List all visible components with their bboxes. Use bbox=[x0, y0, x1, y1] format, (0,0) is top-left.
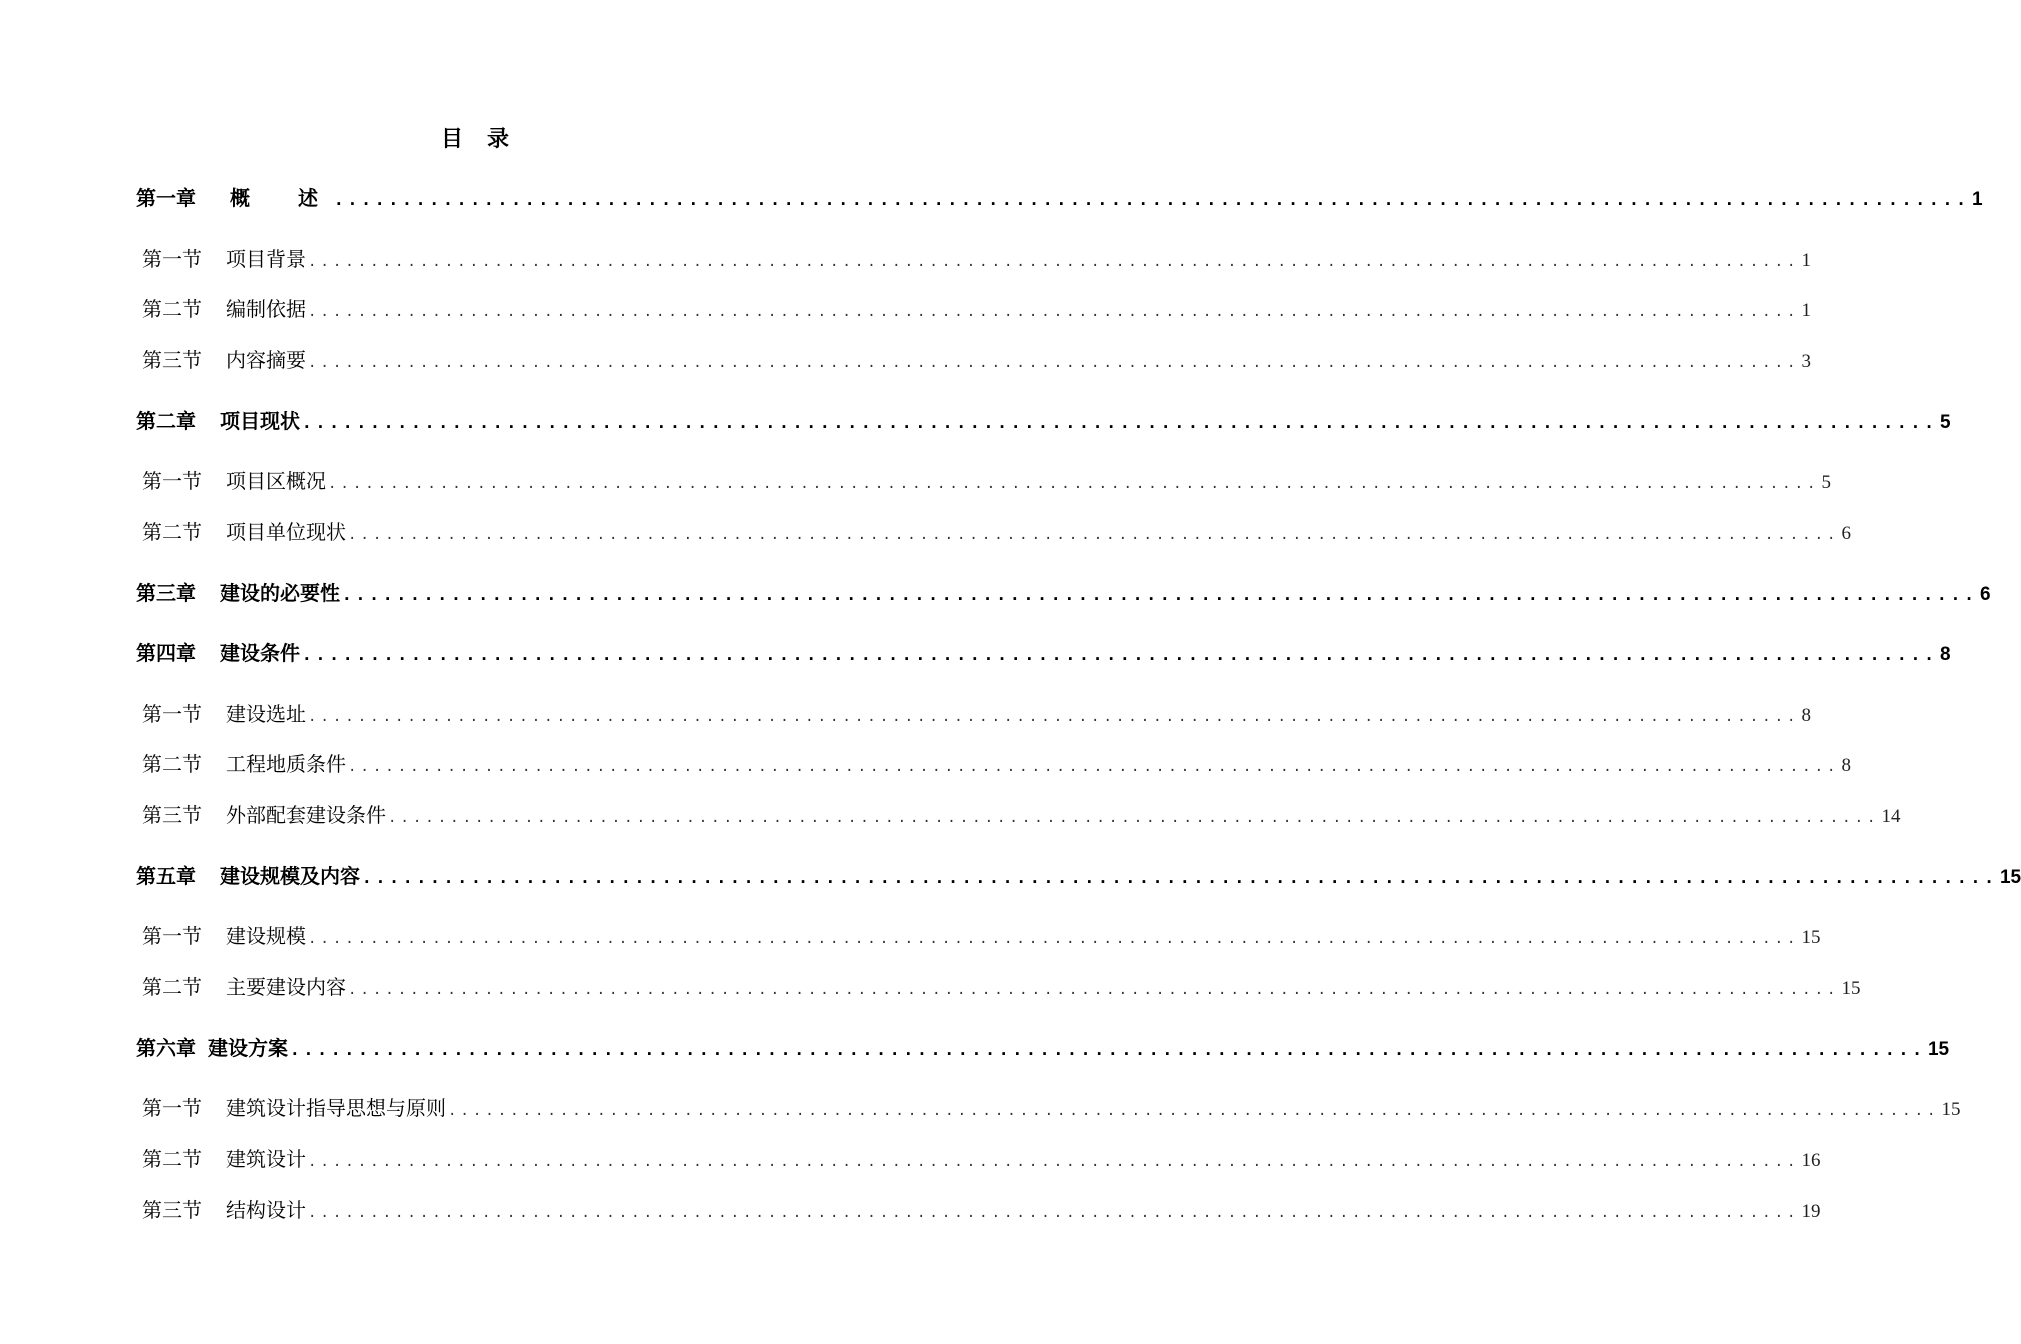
toc-entry-label bbox=[142, 749, 346, 779]
toc-entry-title: 工程地质条件 bbox=[226, 752, 346, 776]
toc-entry-label bbox=[142, 1093, 446, 1123]
toc-entry-number: 第三章 bbox=[136, 581, 196, 605]
toc-section-entry[interactable] bbox=[142, 345, 1811, 375]
toc-section-entry[interactable] bbox=[142, 466, 1831, 496]
toc-entry-label bbox=[136, 861, 360, 891]
toc-chapter-entry[interactable] bbox=[136, 406, 1951, 436]
toc-entry-number: 第一节 bbox=[142, 1096, 202, 1120]
toc-page-number: 3 bbox=[1801, 351, 1811, 372]
toc-page-number: 15 bbox=[1841, 978, 1861, 999]
toc-page-number: 6 bbox=[1979, 584, 1991, 605]
toc-section-entry[interactable] bbox=[142, 749, 1851, 779]
toc-page-number: 15 bbox=[1927, 1039, 1950, 1060]
toc-dot-leader: ........................................................................................................................ bbox=[308, 355, 1800, 371]
toc-dot-leader: ........................................................................................................................ bbox=[308, 254, 1800, 270]
toc-dot-leader: ........................................................................................................................ bbox=[308, 1205, 1800, 1221]
toc-entry-number: 第一节 bbox=[142, 247, 202, 271]
toc-entry-title: 建设的必要性 bbox=[220, 581, 340, 605]
toc-entry-label bbox=[142, 466, 326, 496]
toc-section-entry[interactable] bbox=[142, 800, 1901, 830]
toc-chapter-entry[interactable] bbox=[136, 578, 1991, 608]
toc-entry-title: 结构设计 bbox=[226, 1198, 306, 1222]
toc-entry-label bbox=[142, 800, 386, 830]
toc-entry-title: 项目现状 bbox=[220, 409, 300, 433]
toc-entry-number: 第二节 bbox=[142, 520, 202, 544]
toc-page-number: 1 bbox=[1801, 300, 1811, 321]
toc-entry-number: 第三节 bbox=[142, 348, 202, 372]
toc-entry-label bbox=[136, 183, 332, 213]
toc-dot-leader: ........................................................................................................................ bbox=[388, 810, 1880, 826]
toc-dot-leader: ........................................................................................................................ bbox=[308, 709, 1800, 725]
toc-entry-number: 第三节 bbox=[142, 1198, 202, 1222]
toc-dot-leader: ........................................................................................................................ bbox=[334, 190, 1970, 209]
toc-dot-leader: ........................................................................................................................ bbox=[308, 1154, 1800, 1170]
toc-page-number: 8 bbox=[1841, 755, 1851, 776]
toc-entry-label bbox=[142, 699, 306, 729]
toc-dot-leader: ........................................................................................................................ bbox=[308, 931, 1800, 947]
toc-page-number: 1 bbox=[1801, 250, 1811, 271]
toc-dot-leader: ........................................................................................................................ bbox=[302, 413, 1938, 432]
toc-dot-leader: ........................................................................................................................ bbox=[448, 1103, 1940, 1119]
toc-entry-label bbox=[142, 921, 306, 951]
toc-entry-title: 建设规模 bbox=[226, 924, 306, 948]
toc-section-entry[interactable] bbox=[142, 921, 1821, 951]
toc-chapter-entry[interactable] bbox=[136, 183, 1983, 213]
toc-entry-title: 项目区概况 bbox=[226, 469, 326, 493]
toc-entry-number: 第二章 bbox=[136, 409, 196, 433]
toc-entry-title: 建筑设计指导思想与原则 bbox=[226, 1096, 446, 1120]
toc-chapter-entry[interactable] bbox=[136, 1033, 1950, 1063]
toc-entry-title: 项目背景 bbox=[226, 247, 306, 271]
toc-page-number: 8 bbox=[1801, 705, 1811, 726]
toc-section-entry[interactable] bbox=[142, 1195, 1821, 1225]
toc-entry-number: 第四章 bbox=[136, 641, 196, 665]
toc-entry-title: 建设选址 bbox=[226, 702, 306, 726]
toc-entry-title: 建设方案 bbox=[208, 1036, 288, 1060]
toc-entry-label bbox=[142, 1144, 306, 1174]
toc-page-number: 14 bbox=[1881, 806, 1901, 827]
toc-section-entry[interactable] bbox=[142, 517, 1851, 547]
toc-entry-number: 第二节 bbox=[142, 975, 202, 999]
toc-entry-title: 内容摘要 bbox=[226, 348, 306, 372]
toc-entry-label bbox=[136, 406, 300, 436]
toc-section-entry[interactable] bbox=[142, 1144, 1821, 1174]
toc-chapter-entry[interactable] bbox=[136, 861, 2021, 891]
toc-section-entry[interactable] bbox=[142, 244, 1811, 274]
toc-page-number: 8 bbox=[1939, 644, 1951, 665]
toc-dot-leader: ........................................................................................................................ bbox=[348, 527, 1840, 543]
toc-entry-title: 主要建设内容 bbox=[226, 975, 346, 999]
toc-entry-title: 建设规模及内容 bbox=[220, 864, 360, 888]
toc-entry-title: 外部配套建设条件 bbox=[226, 803, 386, 827]
toc-entry-label bbox=[136, 638, 300, 668]
toc-dot-leader: ........................................................................................................................ bbox=[348, 982, 1840, 998]
toc-page-number: 5 bbox=[1939, 412, 1951, 433]
toc-entry-title: 项目单位现状 bbox=[226, 520, 346, 544]
toc-section-entry[interactable] bbox=[142, 1093, 1961, 1123]
toc-dot-leader: ........................................................................................................................ bbox=[362, 868, 1998, 887]
toc-entry-number: 第一节 bbox=[142, 924, 202, 948]
toc-entry-title: 建设条件 bbox=[220, 641, 300, 665]
toc-section-entry[interactable] bbox=[142, 972, 1861, 1002]
toc-entry-number: 第三节 bbox=[142, 803, 202, 827]
toc-section-entry[interactable] bbox=[142, 699, 1811, 729]
toc-page-number: 16 bbox=[1801, 1150, 1821, 1171]
toc-page-number: 15 bbox=[1801, 927, 1821, 948]
toc-entry-number: 第二节 bbox=[142, 1147, 202, 1171]
toc-entry-label bbox=[142, 972, 346, 1002]
toc-entry-label bbox=[142, 517, 346, 547]
toc-page-number: 15 bbox=[1941, 1099, 1961, 1120]
toc-page-number: 5 bbox=[1821, 472, 1831, 493]
toc-entry-number: 第五章 bbox=[136, 864, 196, 888]
toc-entry-number: 第二节 bbox=[142, 752, 202, 776]
toc-dot-leader: ........................................................................................................................ bbox=[290, 1040, 1926, 1059]
toc-dot-leader: ........................................................................................................................ bbox=[342, 585, 1978, 604]
toc-entry-label bbox=[142, 294, 306, 324]
toc-entry-title: 概 述 bbox=[230, 186, 332, 210]
toc-dot-leader: ........................................................................................................................ bbox=[348, 759, 1840, 775]
toc-entry-label bbox=[136, 578, 340, 608]
toc-page-number: 1 bbox=[1971, 189, 1983, 210]
toc-page-number: 15 bbox=[1999, 867, 2021, 888]
toc-dot-leader: ........................................................................................................................ bbox=[308, 304, 1800, 320]
toc-entry-label bbox=[136, 1033, 288, 1063]
toc-page-number: 6 bbox=[1841, 523, 1851, 544]
toc-entry-number: 第一节 bbox=[142, 469, 202, 493]
toc-entry-number: 第二节 bbox=[142, 297, 202, 321]
toc-entry-label bbox=[142, 345, 306, 375]
toc-entry-label bbox=[142, 1195, 306, 1225]
toc-chapter-entry[interactable] bbox=[136, 638, 1951, 668]
toc-entry-title: 编制依据 bbox=[226, 297, 306, 321]
toc-entry-title: 建筑设计 bbox=[226, 1147, 306, 1171]
toc-dot-leader: ........................................................................................................................ bbox=[302, 645, 1938, 664]
toc-entry-label bbox=[142, 244, 306, 274]
toc-section-entry[interactable] bbox=[142, 294, 1811, 324]
toc-page-number: 19 bbox=[1801, 1201, 1821, 1222]
toc-entry-number: 第一章 bbox=[136, 186, 196, 210]
toc-entry-number: 第六章 bbox=[136, 1036, 196, 1060]
toc-dot-leader: ........................................................................................................................ bbox=[328, 476, 1820, 492]
toc-title: 目录 bbox=[440, 126, 533, 152]
toc-entry-number: 第一节 bbox=[142, 702, 202, 726]
